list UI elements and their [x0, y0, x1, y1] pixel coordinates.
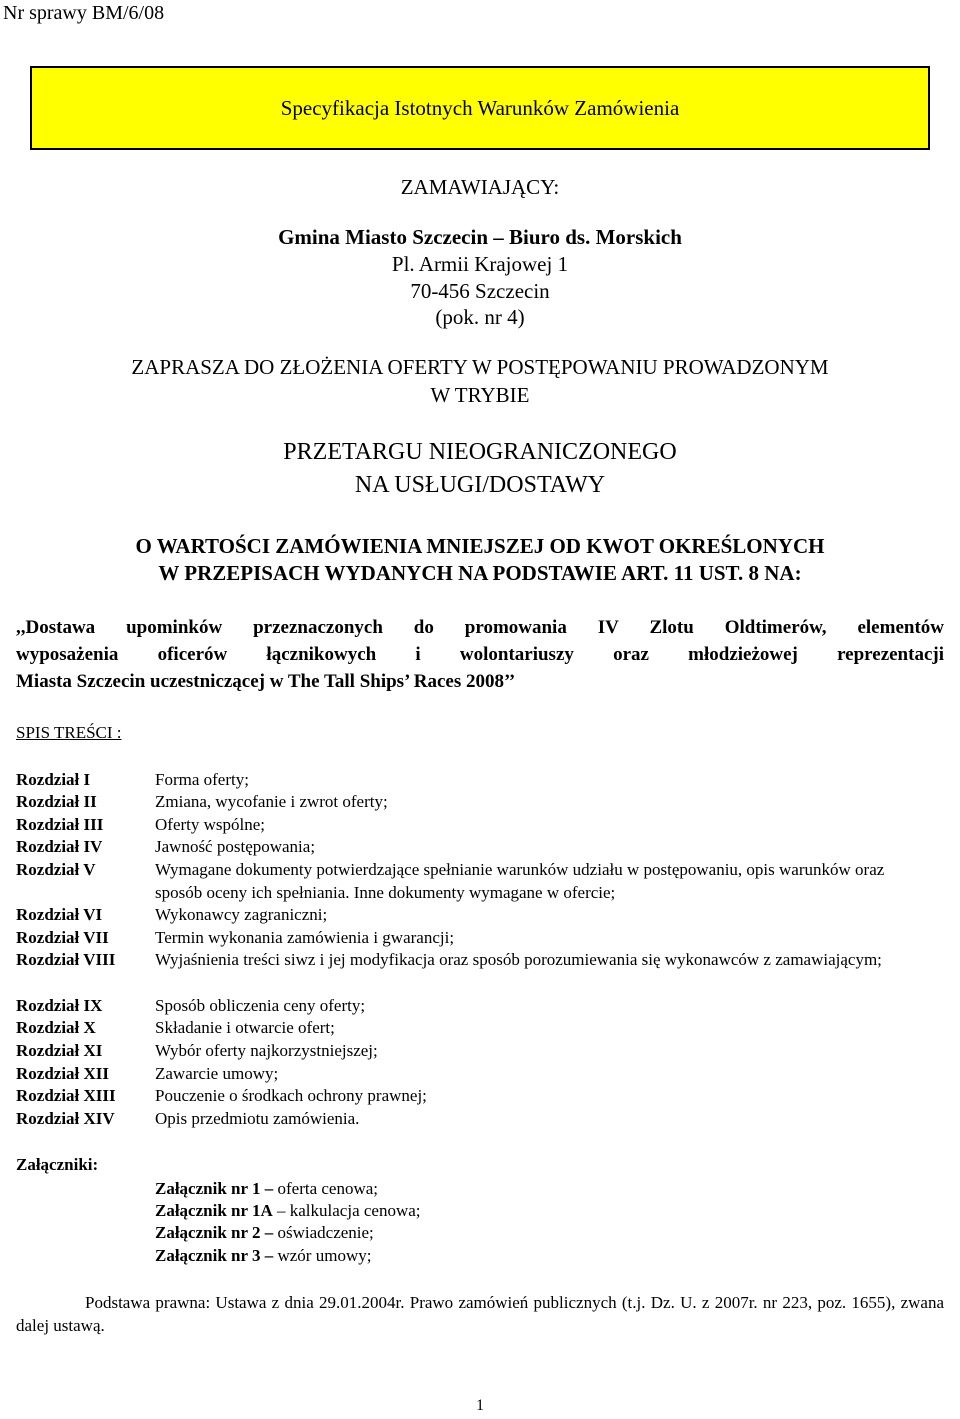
toc-chapter-label: Rozdział XIII	[16, 1086, 116, 1105]
toc-chapter-title: Wybór oferty najkorzystniejszej;	[155, 1041, 378, 1060]
invitation-line-2: W TRYBIE	[430, 383, 530, 407]
toc-chapter-title: Sposób obliczenia ceny oferty;	[155, 996, 366, 1015]
orderer-name: Gmina Miasto Szczecin – Biuro ds. Morskich	[278, 225, 682, 249]
procedure-mode-line-2: NA USŁUGI/DOSTAWY	[354, 472, 606, 498]
toc-chapter-title: Termin wykonania zamówienia i gwarancji;	[155, 928, 455, 947]
toc-chapter-title: Zawarcie umowy;	[155, 1064, 279, 1083]
orderer-label: ZAMAWIAJĄCY:	[400, 175, 560, 199]
attachment-item	[155, 1200, 421, 1222]
toc-chapter-label: Rozdział V	[16, 860, 96, 879]
attachment-dash: –	[260, 1246, 278, 1265]
toc-chapter-label: Rozdział III	[16, 815, 104, 834]
toc-chapter-title: Wykonawcy zagraniczni;	[155, 905, 328, 924]
toc-chapter-title: Wymagane dokumenty potwierdzające spełnianie warunków udziału w postępowaniu, opis warunków oraz sposób oceny ich spełniania. Inne dokumenty wymagane w ofercie;	[155, 860, 885, 902]
toc-chapter-label: Rozdział IV	[16, 837, 103, 856]
page-number: 1	[476, 1397, 484, 1414]
attachment-label: Załącznik nr 3	[155, 1246, 261, 1265]
attachment-label: Załącznik nr 1A	[155, 1201, 273, 1220]
toc-chapter-label: Rozdział VI	[16, 905, 103, 924]
attachment-text: kalkulacja cenowa;	[289, 1201, 421, 1220]
toc-chapter-title: Zmiana, wycofanie i zwrot oferty;	[155, 792, 388, 811]
attachment-label: Załącznik nr 1	[155, 1179, 261, 1198]
document-title: Specyfikacja Istotnych Warunków Zamówienia	[280, 95, 680, 120]
attachment-item	[155, 1222, 374, 1244]
value-threshold-line-1: O WARTOŚCI ZAMÓWIENIA MNIEJSZEJ OD KWOT OKREŚLONYCH	[135, 534, 825, 558]
toc-chapter-label: Rozdział VII	[16, 928, 109, 947]
toc-chapter-label: Rozdział XI	[16, 1041, 103, 1060]
toc-chapter-label: Rozdział X	[16, 1018, 96, 1037]
toc-chapter-label: Rozdział IX	[16, 996, 103, 1015]
orderer-street: Pl. Armii Krajowej 1	[391, 252, 569, 276]
toc-chapter-title: Składanie i otwarcie ofert;	[155, 1018, 335, 1037]
attachment-dash: –	[272, 1201, 290, 1220]
orderer-city: 70-456 Szczecin	[410, 279, 550, 303]
legal-basis: Podstawa prawna: Ustawa z dnia 29.01.2004r. Prawo zamówień publicznych (t.j. Dz. U. z 2007r. nr 223, poz. 1655), zwana dalej ustawą.	[16, 1293, 944, 1335]
toc-heading: SPIS TREŚCI :	[16, 723, 122, 742]
attachment-item	[155, 1178, 378, 1200]
toc-chapter-title: Forma oferty;	[155, 770, 249, 789]
attachment-text: oświadczenie;	[277, 1223, 374, 1242]
toc-chapter-label: Rozdział XIV	[16, 1109, 115, 1128]
procedure-mode-line-1: PRZETARGU NIEOGRANICZONEGO	[283, 439, 677, 465]
toc-chapter-title: Opis przedmiotu zamówienia.	[155, 1109, 360, 1128]
toc-chapter-title: Jawność postępowania;	[155, 837, 316, 856]
order-subject	[16, 614, 944, 695]
case-number: Nr sprawy BM/6/08	[3, 2, 165, 24]
toc-chapter-label: Rozdział II	[16, 792, 97, 811]
attachment-dash: –	[260, 1223, 278, 1242]
attachment-text: oferta cenowa;	[277, 1179, 379, 1198]
toc-chapter-title: Oferty wspólne;	[155, 815, 266, 834]
toc-chapter-title: Wyjaśnienia treści siwz i jej modyfikacja oraz sposób porozumiewania się wykonawców z zamawiającym;	[155, 950, 882, 969]
attachment-dash: –	[260, 1179, 278, 1198]
attachment-label: Załącznik nr 2	[155, 1223, 261, 1242]
attachments-heading: Załączniki:	[16, 1155, 99, 1174]
attachment-item	[155, 1245, 371, 1267]
toc-chapter-label: Rozdział VIII	[16, 950, 116, 969]
toc-chapter-title: Pouczenie o środkach ochrony prawnej;	[155, 1086, 427, 1105]
order-subject-line-2: wyposażenia oficerów łącznikowych i wolontariuszy oraz młodzieżowej reprezentacji	[16, 644, 944, 665]
invitation-line-1: ZAPRASZA DO ZŁOŻENIA OFERTY W POSTĘPOWANIU PROWADZONYM	[131, 355, 829, 379]
value-threshold-line-2: W PRZEPISACH WYDANYCH NA PODSTAWIE ART. 11 UST. 8 NA:	[158, 561, 802, 585]
title-box	[30, 66, 930, 150]
order-subject-line-3: Miasta Szczecin uczestniczącej w The Tall Ships’ Races 2008’’	[16, 671, 516, 692]
toc-chapter-label: Rozdział XII	[16, 1064, 110, 1083]
order-subject-line-1: ,,Dostawa upominków przeznaczonych do promowania IV Zlotu Oldtimerów, elementów	[16, 617, 944, 638]
attachment-text: wzór umowy;	[277, 1246, 372, 1265]
toc-chapter-label: Rozdział I	[16, 770, 91, 789]
orderer-room: (pok. nr 4)	[435, 305, 525, 329]
